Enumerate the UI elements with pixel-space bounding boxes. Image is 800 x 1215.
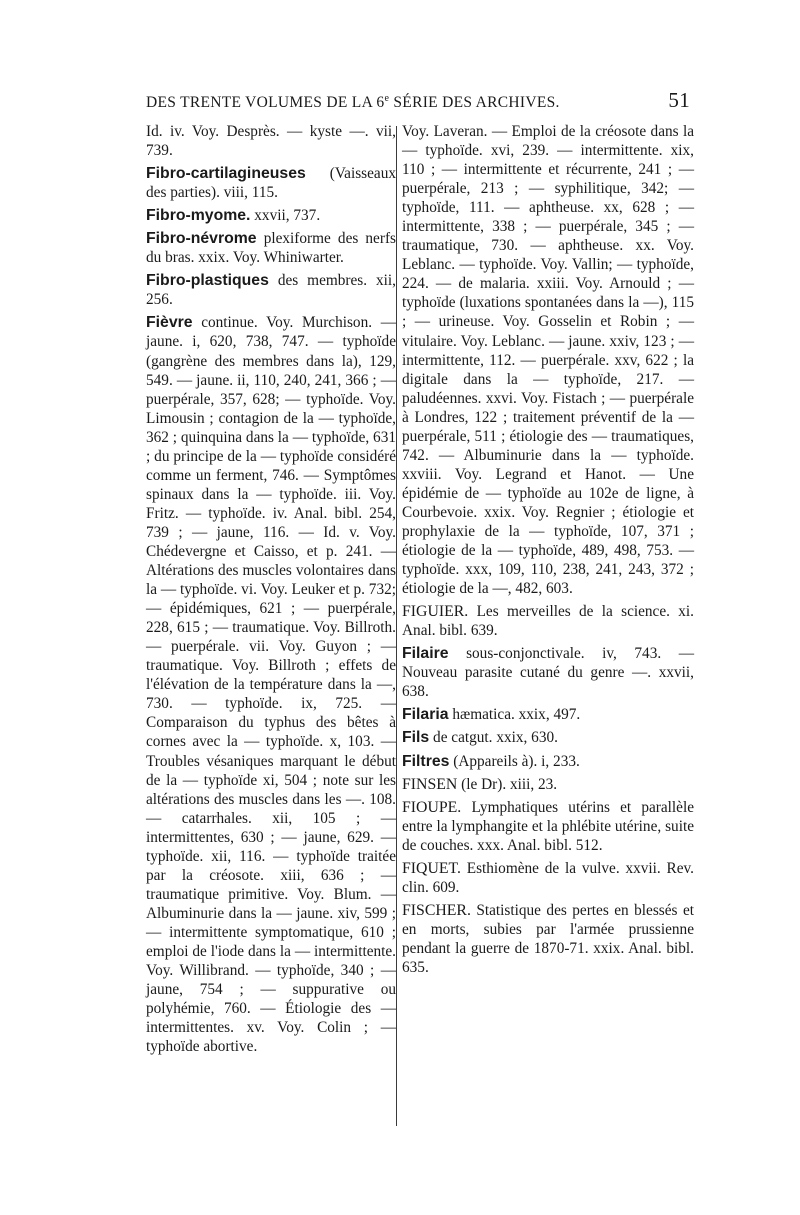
right-column: [402, 122, 694, 977]
entry-heading: Filtres: [402, 752, 450, 770]
index-entry: [402, 602, 694, 640]
left-column: [146, 122, 396, 1056]
entry-text: de catgut. xxix, 630.: [429, 729, 558, 747]
entry-text: Id. iv. Voy. Desprès. — kyste —. vii, 739.: [146, 123, 396, 160]
index-entry: [402, 705, 694, 724]
index-entry: [402, 752, 694, 771]
entry-text: sous-conjonctivale. iv, 743. — Nouveau parasite cutané du genre —. xxvii, 638.: [402, 645, 694, 701]
index-entry: [402, 901, 694, 977]
index-entry: [402, 798, 694, 855]
entry-text: (le Dr). xiii, 23.: [457, 775, 558, 793]
entry-heading: Fibro-névrome: [146, 230, 257, 248]
entry-heading: Fibro-plastiques: [146, 272, 269, 290]
entry-heading: Filaria: [402, 706, 449, 724]
entry-text: continue. Voy. Murchison. — jaune. i, 620, 738, 747. — typhoïde (gangrène des membres dans la), 129, 549. — jaune. ii, 110, 240, 241, 366 ; — puerpérale, 357, 628; — typhoïde. Voy. Limousin ; contagion de la — typhoïde, 362 ; quinquina dans la — typhoïde, 631 ; du principe de la — typhoïde considéré comme un ferment, 746. — Symptômes spinaux dans la — typhoïde. iii. Voy. Fritz. — typhoïde. iv. Anal. bibl. 254, 739 ; — jaune, 116. — Id. v. Voy. Chédevergne et Caisso, et p. 241. — Altérations des muscles volontaires dans la — typhoïde. vi. Voy. Leuker et p. 732; — épidémiques, 621 ; — puerpérale, 228, 615 ; — traumatique. Voy. Billroth. — puerpérale. vii. Voy. Guyon ; — traumatique. Voy. Billroth ; effets de l'élévation de la température dans la —, 730. — typhoïde. ix, 725. — Comparaison du typhus des bêtes à cornes avec la — typhoïde. x, 103. — Troubles vésaniques marquant le début de la — typhoïde xi, 504 ; note sur les altérations des muscles dans les —. 108. — catarrhales. xii, 105 ; — intermittentes, 630 ; — jaune, 629. — typhoïde. xii, 116. — typhoïde traitée par la créosote. xiii, 636 ; — traumatique primitive. Voy. Blum. — Albuminurie dans la — jaune. xiv, 599 ; — intermittente symptomatique, 610 ; emploi de l'iode dans la — intermittente. Voy. Willibrand. — typhoïde, 340 ; — jaune, 754 ; — suppurative ou polyhémie, 760. — Étiologie des — intermittentes. xv. Voy. Colin ; — typhoïde abortive.: [146, 314, 396, 1056]
entry-heading: FIQUET.: [402, 859, 461, 877]
index-entry: [146, 122, 396, 160]
entry-text: Les merveilles de la science. xi. Anal. bibl. 639.: [402, 603, 694, 640]
index-entry: [146, 271, 396, 309]
running-header: [146, 88, 690, 118]
entry-text: Esthiomène de la vulve. xxvii. Rev. clin. 609.: [402, 859, 694, 896]
running-title-superscript: e: [384, 92, 390, 104]
entry-text: plexiforme des nerfs du bras. xxix. Voy. Whiniwarter.: [146, 230, 396, 267]
entry-text: Statistique des pertes en blessés et en morts, subies par l'armée prussienne pendant la guerre de 1870-71. xxix. Anal. bibl. 635.: [402, 901, 694, 976]
entry-text: hæmatica. xxix, 497.: [448, 706, 581, 724]
entry-text: (Vaisseaux des parties). viii, 115.: [146, 165, 396, 202]
index-entry: [402, 859, 694, 897]
index-entry: [146, 164, 396, 202]
entry-heading: Fièvre: [146, 314, 193, 332]
entry-heading: Fibro-cartilagineuses: [146, 165, 306, 183]
entry-heading: FIGUIER.: [402, 603, 469, 621]
entry-heading: FISCHER.: [402, 901, 471, 919]
running-title-text: DES TRENTE VOLUMES DE LA 6: [146, 94, 385, 111]
page-number: 51: [668, 88, 690, 112]
entry-heading: Filaire: [402, 645, 449, 663]
entry-text: (Appareils à). i, 233.: [449, 752, 580, 770]
entry-heading: Fibro-myome.: [146, 207, 251, 225]
entry-heading: FIOUPE.: [402, 798, 462, 816]
index-entry: [402, 122, 694, 598]
running-title: [146, 94, 560, 112]
index-entry: [402, 728, 694, 747]
running-title-tail: SÉRIE DES ARCHIVES.: [389, 94, 560, 111]
index-entry: [146, 229, 396, 267]
entry-text: xxvii, 737.: [250, 207, 321, 225]
entry-heading: FINSEN: [402, 775, 458, 793]
entry-text: des membres. xii, 256.: [146, 272, 396, 309]
column-divider: [396, 126, 397, 1126]
entry-text: Lymphatiques utérins et parallèle entre la lymphangite et la phlébite utérine, suite de couches. xxx. Anal. bibl. 512.: [402, 798, 694, 854]
index-entry: [146, 313, 396, 1056]
index-entry: [402, 644, 694, 701]
index-entry: [146, 206, 396, 225]
index-entry: [402, 775, 694, 794]
entry-text: Voy. Laveran. — Emploi de la créosote dans la — typhoïde. xvi, 239. — intermittente. xix, 110 ; — intermittente et récurrente, 241 ; — puerpérale, 213 ; — syphilitique, 342; — typhoïde, 111. — aphtheuse. xx, 628 ; — intermittente, 338 ; — puerpérale, 345 ; — traumatique, 730. — aphtheuse. xx. Voy. Leblanc. — typhoïde. Voy. Vallin; — typhoïde, 224. — de malaria. xxiii. Voy. Arnould ; — typhoïde (luxations spontanées dans la —), 115 ; — urineuse. Voy. Gosselin et Robin ; — vitulaire. Voy. Leblanc. — jaune. xxiv, 123 ; — intermittente, 112. — puerpérale. xxv, 622 ; la digitale dans la — typhoïde, 217. — paludéennes. xxvi. Voy. Fistach ; — puerpérale à Londres, 122 ; traitement préventif de la — puerpérale, 511 ; étiologie des — traumatiques, 742. — Albuminurie dans la — typhoïde. xxviii. Voy. Legrand et Hanot. — Une épidémie de — typhoïde au 102e de ligne, à Courbevoie. xxix. Voy. Regnier ; étiologie et prophylaxie de la — typhoïde, 107, 371 ; étiologie de la — typhoïde, 489, 498, 753. — typhoïde. xxx, 109, 110, 238, 241, 243, 372 ; étiologie de la —, 482, 603.: [402, 123, 694, 598]
entry-heading: Fils: [402, 729, 430, 747]
